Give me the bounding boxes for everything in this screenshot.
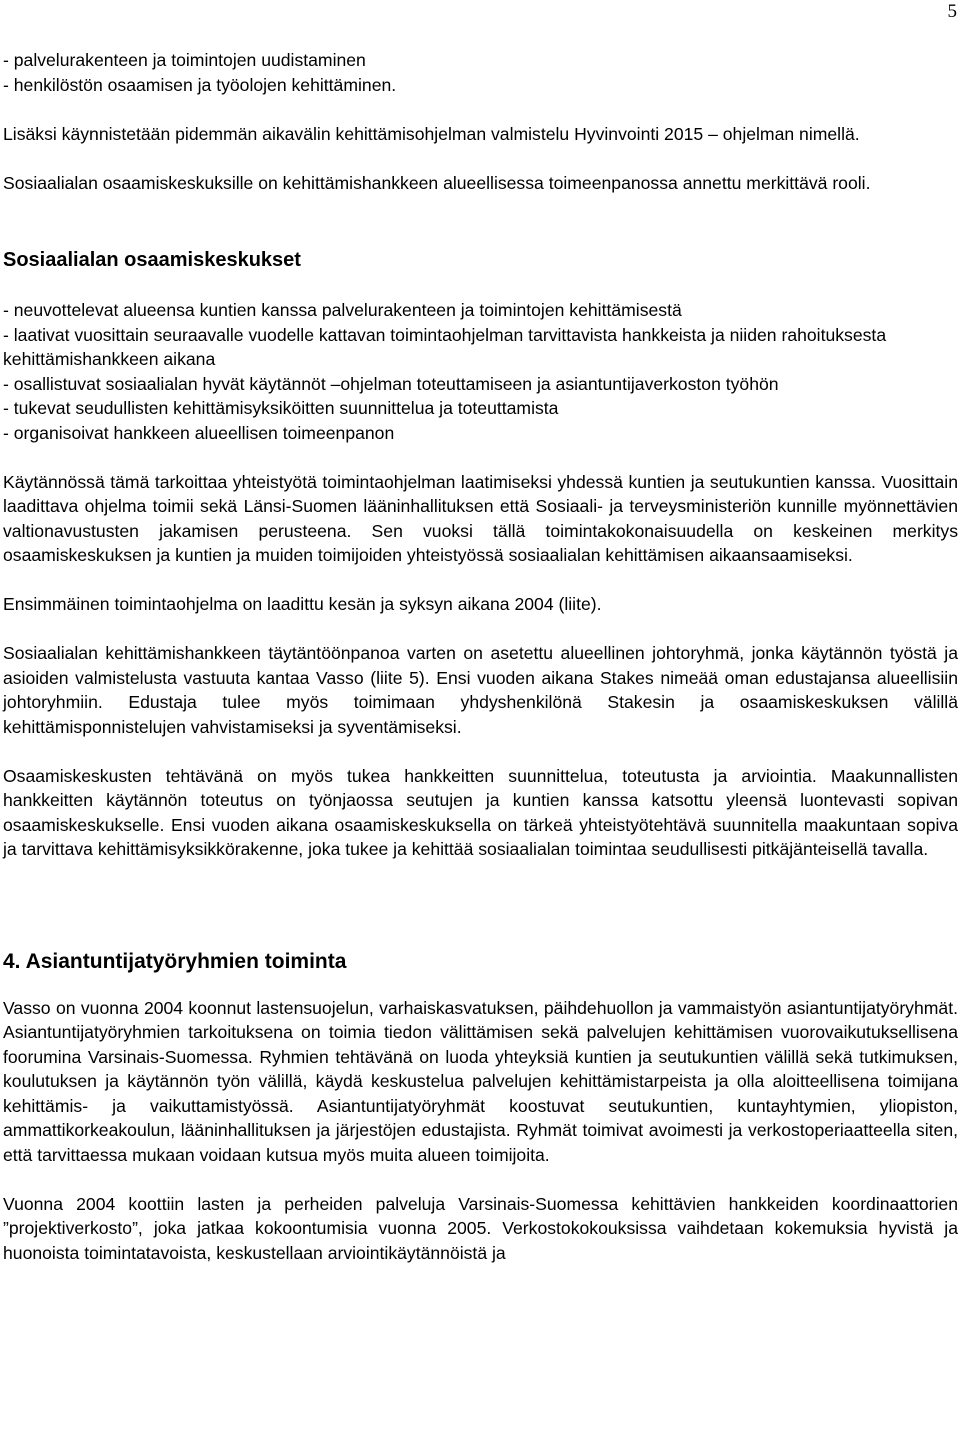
paragraph-hyvinvointi-2015: Lisäksi käynnistetään pidemmän aikavälin kehittämisohjelman valmistelu Hyvinvointi 2015 – ohjelman nimellä. (3, 123, 860, 144)
paragraph-spacer (3, 1167, 958, 1192)
section-spacer (3, 195, 958, 247)
paragraph-spacer (3, 273, 958, 298)
task-list (3, 298, 958, 445)
paragraph-tehtavana: Osaamiskeskusten tehtävänä on myös tukea hankkeitten suunnittelua, toteutusta ja arviointia. Maakunnallisten hankkeitten käytännön toteutus on työnjaossa seutujen ja kuntien kanssa katsottu yleensä luontevasti sopivan osaamiskeskukselle. Ensi vuoden aikana osaamiskeskuksella on tärkeä yhteistyötehtävä suunnitella maakuntaan sopiva ja tarvittava kehittämisyksikkörakenne, joka tukee ja kehittää sosiaalialan toimintaa seudullisesti pitkäjänteisellä tavalla. (3, 765, 958, 859)
paragraph-spacer (3, 739, 958, 764)
paragraph-spacer (3, 97, 958, 122)
reform-list (3, 48, 958, 97)
paragraph-vasso: Vasso on vuonna 2004 koonnut lastensuojelun, varhaiskasvatuksen, päihdehuollon ja vammaistyön asiantuntijatyöryhmät. Asiantuntijatyöryhmien tarkoituksena on toimia tiedon välittämisen sekä palvelujen kehittämisen vuorovaikutuksellisena foorumina Varsinais-Suomessa. Ryhmien tehtävänä on luoda yhteyksiä kuntien ja seutukuntien välillä sekä tutkimuksen, koulutuksen ja käytännön työn välillä, käydä keskustelua palvelujen kehittämistarpeista ja olla aloitteellisena toimijana kehittämis- ja vaikuttamistyössä. Asiantuntijatyöryhmät koostuvat seutukuntien, kuntayhtymien, yliopiston, ammattikorkeakoulun, lääninhallituksen ja järjestöjen edustajista. Ryhmät toimivat avoimesti ja verkostoperiaatteella siten, että tarvittaessa mukaan voidaan kutsua myös muita alueen toimijoita. (3, 997, 958, 1165)
paragraph-johtoryhma: Sosiaalialan kehittämishankkeen täytäntöönpanoa varten on asetettu alueellinen johtoryhmä, jonka käytännön työstä ja asioiden valmistelusta vastuuta kantaa Vasso (liite 5). Ensi vuoden aikana Stakes nimeää oman edustajansa alueellisiin johtoryhmiin. Edustaja tulee myös toimimaan yhdyshenkilönä Stakesin ja osaamiskeskuksen välillä kehittämisponnistelujen vahvistamiseksi ja syventämiseksi. (3, 643, 958, 737)
list-item: - palvelurakenteen ja toimintojen uudistaminen (3, 50, 366, 70)
paragraph-ensimmainen-ohjelma: Ensimmäinen toimintaohjelma on laadittu kesän ja syksyn aikana 2004 (liite). (3, 594, 602, 614)
paragraph-spacer (3, 617, 958, 642)
list-item: - osallistuvat sosiaalialan hyvät käytännöt –ohjelman toteuttamiseen ja asiantuntijaverkoston työhön (3, 373, 779, 394)
page-number: 5 (947, 1, 957, 22)
subheading-osaamiskeskukset: Sosiaalialan osaamiskeskukset (3, 249, 301, 271)
section-heading-asiantuntijatyoryhmat: 4. Asiantuntijatyöryhmien toiminta (3, 949, 347, 973)
paragraph-spacer (3, 445, 958, 470)
list-item: - organisoivat hankkeen alueellisen toimeenpanon (3, 422, 395, 443)
list-item: - laativat vuosittain seuraavalle vuodelle kattavan toimintaohjelman tarvittavista hankkeista ja niiden rahoituksesta kehittämishankkeen aikana (3, 324, 887, 369)
list-item: - tukevat seudullisten kehittämisyksiköitten suunnittelua ja toteuttamista (3, 398, 559, 418)
section-spacer (3, 862, 958, 948)
document-body (3, 48, 958, 1265)
paragraph-kaytannossa: Käytännössä tämä tarkoittaa yhteistyötä toimintaohjelman laatimiseksi yhdessä kuntien ja seutukuntien kanssa. Vuosittain laadittava ohjelma toimii sekä Länsi-Suomen lääninhallituksen että Sosiaali- ja terveysministeriön kunnille myönnettävien valtionavustusten jakamisen perusteena. Sen vuoksi tällä toimintakokonaisuudella on keskeinen merkitys osaamiskeskuksen ja kuntien ja muiden toimijoiden yhteistyössä sosiaalialan kehittämisen aikaansaamiseksi. (3, 471, 958, 565)
paragraph-projektiverkosto: Vuonna 2004 koottiin lasten ja perheiden palveluja Varsinais-Suomessa kehittävien hankkeiden koordinaattorien ”projektiverkosto”, joka jatkaa kokoontumisia vuonna 2005. Verkostokokouksissa vaihdetaan kokemuksia hyvistä ja huonoista toimintatavoista, keskustellaan arviointikäytännöistä ja (3, 1193, 958, 1263)
paragraph-spacer (3, 568, 958, 593)
paragraph-osaamiskeskus-role: Sosiaalialan osaamiskeskuksille on kehittämishankkeen alueellisessa toimeenpanossa annettu merkittävä rooli. (3, 172, 871, 193)
paragraph-spacer (3, 146, 958, 171)
list-item: - henkilöstön osaamisen ja työolojen kehittäminen. (3, 74, 397, 95)
paragraph-spacer (3, 976, 958, 996)
list-item: - neuvottelevat alueensa kuntien kanssa palvelurakenteen ja toimintojen kehittämisestä (3, 300, 682, 320)
